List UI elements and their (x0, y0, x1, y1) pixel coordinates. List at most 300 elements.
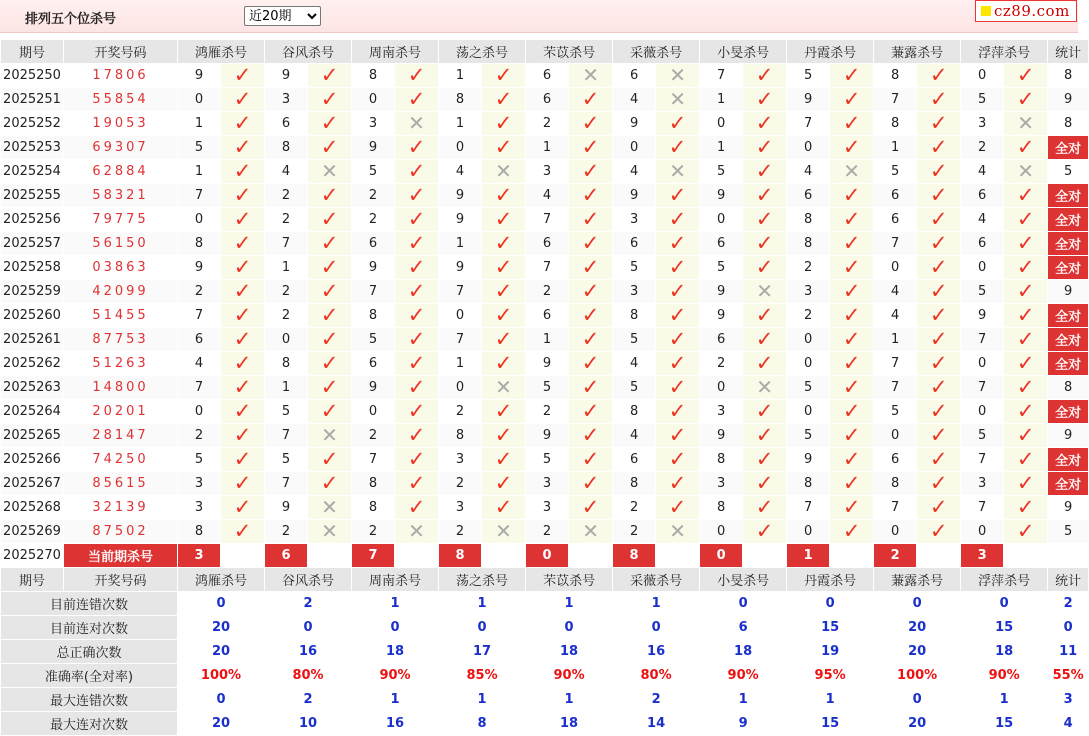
stats-value: 19 (787, 640, 874, 664)
kill-number-cell: 0 (961, 256, 1004, 280)
check-icon: ✓ (755, 447, 774, 471)
check-icon: ✓ (1016, 279, 1035, 303)
check-icon: ✓ (494, 231, 513, 255)
stats-value: 100% (178, 664, 265, 688)
result-mark-cell (221, 304, 265, 328)
result-mark-cell (1004, 520, 1048, 544)
result-mark-cell (1004, 160, 1048, 184)
kill-number-cell: 8 (787, 208, 830, 232)
result-mark-cell (743, 256, 787, 280)
check-icon: ✓ (1016, 135, 1035, 159)
kill-number-cell: 2 (526, 520, 569, 544)
result-mark-cell (743, 424, 787, 448)
kill-number-cell: 3 (787, 280, 830, 304)
cross-icon: ✕ (321, 495, 338, 519)
kill-number-cell: 7 (439, 280, 482, 304)
check-icon: ✓ (929, 135, 948, 159)
kill-number-cell: 3 (700, 400, 743, 424)
kill-number-cell: 6 (874, 208, 917, 232)
stats-label: 最大连错次数 (1, 688, 178, 712)
stats-value: 0 (1048, 616, 1089, 640)
check-icon: ✓ (494, 327, 513, 351)
col-expert-header: 浮萍杀号 (961, 568, 1048, 592)
result-mark-cell (830, 472, 874, 496)
result-mark-cell (395, 472, 439, 496)
kill-number-cell: 2 (265, 184, 308, 208)
kill-number-cell: 7 (874, 496, 917, 520)
logo-text: cz89.com (994, 2, 1070, 20)
result-mark-cell (830, 88, 874, 112)
result-mark-cell (569, 376, 613, 400)
result-mark-cell (830, 160, 874, 184)
kill-number-cell: 2 (352, 208, 395, 232)
check-icon: ✓ (407, 279, 426, 303)
site-logo[interactable] (975, 0, 1077, 22)
check-icon: ✓ (929, 87, 948, 111)
result-mark-cell (308, 424, 352, 448)
result-mark-cell (743, 472, 787, 496)
empty-cell (395, 544, 439, 568)
check-icon: ✓ (494, 351, 513, 375)
result-mark-cell (569, 352, 613, 376)
stats-value: 85% (439, 664, 526, 688)
check-icon: ✓ (494, 279, 513, 303)
check-icon: ✓ (320, 279, 339, 303)
stats-label: 目前连对次数 (1, 616, 178, 640)
result-mark-cell (569, 64, 613, 88)
result-mark-cell (482, 136, 526, 160)
stats-value: 90% (352, 664, 439, 688)
stat-cell: 9 (1048, 424, 1089, 448)
check-icon: ✓ (929, 207, 948, 231)
check-icon: ✓ (668, 447, 687, 471)
check-icon: ✓ (842, 423, 861, 447)
stats-row (1, 616, 1089, 640)
kill-number-cell: 5 (874, 400, 917, 424)
check-icon: ✓ (233, 447, 252, 471)
check-icon: ✓ (755, 135, 774, 159)
kill-number-cell: 6 (874, 448, 917, 472)
result-mark-cell (569, 256, 613, 280)
empty-cell (743, 544, 787, 568)
kill-number-cell: 1 (700, 136, 743, 160)
stats-value: 20 (874, 616, 961, 640)
col-draw-header: 开奖号码 (64, 40, 178, 64)
table-row (1, 472, 1089, 496)
current-kill-value: 3 (961, 544, 1004, 568)
stats-value: 8 (439, 712, 526, 736)
kill-number-cell: 3 (526, 160, 569, 184)
kill-number-cell: 9 (700, 280, 743, 304)
kill-number-cell: 3 (526, 472, 569, 496)
result-mark-cell (482, 256, 526, 280)
stats-value: 1 (961, 688, 1048, 712)
stats-value: 18 (352, 640, 439, 664)
kill-number-cell: 7 (874, 232, 917, 256)
kill-number-cell: 7 (526, 256, 569, 280)
kill-number-cell: 5 (787, 424, 830, 448)
result-mark-cell (830, 424, 874, 448)
stats-value: 6 (700, 616, 787, 640)
stats-value: 1 (352, 592, 439, 616)
check-icon: ✓ (407, 327, 426, 351)
result-mark-cell (482, 520, 526, 544)
result-mark-cell (221, 400, 265, 424)
empty-cell (482, 544, 526, 568)
kill-number-cell: 4 (613, 424, 656, 448)
result-mark-cell (308, 472, 352, 496)
period-select[interactable] (244, 6, 321, 26)
result-mark-cell (917, 64, 961, 88)
kill-number-cell: 3 (613, 208, 656, 232)
kill-number-cell: 6 (961, 232, 1004, 256)
result-mark-cell (308, 184, 352, 208)
check-icon: ✓ (233, 231, 252, 255)
check-icon: ✓ (842, 135, 861, 159)
stats-label: 目前连错次数 (1, 592, 178, 616)
stats-value: 1 (700, 688, 787, 712)
empty-cell (917, 544, 961, 568)
kill-number-cell: 9 (700, 304, 743, 328)
kill-number-cell: 3 (961, 472, 1004, 496)
kill-number-cell: 9 (352, 136, 395, 160)
result-mark-cell (395, 400, 439, 424)
kill-number-cell: 7 (961, 448, 1004, 472)
kill-number-cell: 9 (700, 184, 743, 208)
result-mark-cell (221, 472, 265, 496)
check-icon: ✓ (929, 519, 948, 543)
kill-number-cell: 0 (178, 208, 221, 232)
stats-value: 80% (265, 664, 352, 688)
kill-number-cell: 2 (352, 520, 395, 544)
kill-number-cell: 9 (439, 256, 482, 280)
cross-icon: ✕ (756, 279, 773, 303)
result-mark-cell (482, 112, 526, 136)
cross-icon: ✕ (408, 519, 425, 543)
stats-value: 20 (178, 640, 265, 664)
result-mark-cell (1004, 472, 1048, 496)
kill-number-cell: 5 (613, 328, 656, 352)
col-expert-header: 周南杀号 (352, 40, 439, 64)
result-mark-cell (569, 328, 613, 352)
kill-number-cell: 1 (439, 232, 482, 256)
stat-cell: 全对 (1048, 448, 1089, 472)
kill-number-cell: 5 (874, 160, 917, 184)
kill-number-cell: 8 (787, 232, 830, 256)
kill-number-cell: 2 (352, 184, 395, 208)
kill-number-cell: 5 (352, 328, 395, 352)
result-mark-cell (395, 256, 439, 280)
kill-number-cell: 3 (961, 112, 1004, 136)
check-icon: ✓ (407, 447, 426, 471)
kill-number-cell: 0 (352, 400, 395, 424)
check-icon: ✓ (494, 423, 513, 447)
col-expert-header: 芣苡杀号 (526, 568, 613, 592)
stats-value: 16 (265, 640, 352, 664)
stats-value: 95% (787, 664, 874, 688)
check-icon: ✓ (320, 255, 339, 279)
table-subheader-row (1, 568, 1089, 592)
result-mark-cell (743, 448, 787, 472)
result-mark-cell (656, 376, 700, 400)
result-mark-cell (308, 328, 352, 352)
draw-number-cell: 58321 (64, 184, 178, 208)
result-mark-cell (917, 424, 961, 448)
stat-cell: 全对 (1048, 136, 1089, 160)
result-mark-cell (1004, 304, 1048, 328)
kill-number-cell: 6 (178, 328, 221, 352)
result-mark-cell (656, 352, 700, 376)
kill-number-cell: 6 (526, 304, 569, 328)
kill-number-cell: 0 (613, 136, 656, 160)
result-mark-cell (221, 496, 265, 520)
result-mark-cell (308, 88, 352, 112)
col-issue-header: 期号 (1, 568, 64, 592)
kill-number-cell: 9 (178, 256, 221, 280)
check-icon: ✓ (233, 279, 252, 303)
kill-number-cell: 7 (352, 448, 395, 472)
check-icon: ✓ (494, 111, 513, 135)
kill-number-cell: 5 (613, 376, 656, 400)
kill-number-cell: 5 (265, 448, 308, 472)
result-mark-cell (830, 496, 874, 520)
result-mark-cell (830, 376, 874, 400)
result-mark-cell (1004, 400, 1048, 424)
result-mark-cell (395, 88, 439, 112)
check-icon: ✓ (233, 423, 252, 447)
kill-number-cell: 0 (787, 352, 830, 376)
result-mark-cell (656, 328, 700, 352)
result-mark-cell (917, 136, 961, 160)
check-icon: ✓ (494, 495, 513, 519)
stats-value: 15 (961, 616, 1048, 640)
check-icon: ✓ (407, 135, 426, 159)
kill-number-cell: 1 (178, 112, 221, 136)
result-mark-cell (743, 88, 787, 112)
check-icon: ✓ (581, 471, 600, 495)
result-mark-cell (482, 376, 526, 400)
check-icon: ✓ (407, 303, 426, 327)
cross-icon: ✕ (321, 519, 338, 543)
kill-number-cell: 2 (439, 400, 482, 424)
check-icon: ✓ (320, 135, 339, 159)
current-kill-value: 6 (265, 544, 308, 568)
check-icon: ✓ (929, 111, 948, 135)
check-icon: ✓ (407, 183, 426, 207)
draw-number-cell: 79775 (64, 208, 178, 232)
stats-row (1, 640, 1089, 664)
check-icon: ✓ (581, 447, 600, 471)
kill-number-cell: 2 (439, 520, 482, 544)
kill-number-cell: 5 (961, 88, 1004, 112)
check-icon: ✓ (407, 207, 426, 231)
current-kill-value: 8 (439, 544, 482, 568)
check-icon: ✓ (1016, 255, 1035, 279)
stat-cell: 全对 (1048, 208, 1089, 232)
check-icon: ✓ (755, 159, 774, 183)
result-mark-cell (395, 232, 439, 256)
check-icon: ✓ (494, 183, 513, 207)
kill-number-cell: 6 (613, 64, 656, 88)
check-icon: ✓ (929, 183, 948, 207)
result-mark-cell (743, 232, 787, 256)
check-icon: ✓ (1016, 303, 1035, 327)
check-icon: ✓ (407, 63, 426, 87)
stats-value: 1 (526, 592, 613, 616)
kill-number-cell: 3 (265, 88, 308, 112)
result-mark-cell (221, 280, 265, 304)
result-mark-cell (308, 112, 352, 136)
cross-icon: ✕ (1017, 159, 1035, 183)
col-expert-header: 谷风杀号 (265, 568, 352, 592)
kill-number-cell: 6 (700, 328, 743, 352)
kill-number-cell: 9 (439, 208, 482, 232)
draw-number-cell: 69307 (64, 136, 178, 160)
kill-number-cell: 8 (874, 112, 917, 136)
result-mark-cell (743, 64, 787, 88)
kill-number-cell: 5 (352, 160, 395, 184)
check-icon: ✓ (668, 279, 687, 303)
check-icon: ✓ (1016, 327, 1035, 351)
result-mark-cell (569, 112, 613, 136)
kill-number-cell: 4 (178, 352, 221, 376)
kill-number-cell: 7 (178, 376, 221, 400)
result-mark-cell (917, 472, 961, 496)
issue-cell: 2025256 (1, 208, 64, 232)
cross-icon: ✕ (669, 63, 686, 87)
draw-number-cell: 51263 (64, 352, 178, 376)
col-expert-header: 采薇杀号 (613, 40, 700, 64)
kill-number-cell: 1 (526, 328, 569, 352)
kill-number-cell: 0 (787, 400, 830, 424)
check-icon: ✓ (929, 255, 948, 279)
kill-number-cell: 0 (700, 208, 743, 232)
stat-cell: 全对 (1048, 352, 1089, 376)
result-mark-cell (917, 280, 961, 304)
kill-number-cell: 9 (961, 304, 1004, 328)
kill-number-cell: 1 (700, 88, 743, 112)
check-icon: ✓ (929, 423, 948, 447)
result-mark-cell (830, 352, 874, 376)
result-mark-cell (221, 184, 265, 208)
check-icon: ✓ (233, 111, 252, 135)
stat-cell: 全对 (1048, 184, 1089, 208)
result-mark-cell (830, 520, 874, 544)
result-mark-cell (656, 424, 700, 448)
result-mark-cell (1004, 232, 1048, 256)
kill-number-cell: 4 (439, 160, 482, 184)
col-expert-header: 周南杀号 (352, 568, 439, 592)
stats-value: 2 (265, 688, 352, 712)
check-icon: ✓ (668, 231, 687, 255)
result-mark-cell (221, 424, 265, 448)
kill-number-cell: 0 (961, 520, 1004, 544)
stats-value: 17 (439, 640, 526, 664)
stat-cell: 全对 (1048, 256, 1089, 280)
check-icon: ✓ (842, 231, 861, 255)
result-mark-cell (656, 256, 700, 280)
result-mark-cell (917, 256, 961, 280)
result-mark-cell (395, 304, 439, 328)
kill-number-cell: 5 (787, 376, 830, 400)
kill-number-cell: 4 (265, 160, 308, 184)
check-icon: ✓ (407, 495, 426, 519)
col-draw-header: 开奖号码 (64, 568, 178, 592)
top-bar (0, 0, 1078, 33)
current-issue-cell: 2025270 (1, 544, 64, 568)
current-kill-value: 8 (613, 544, 656, 568)
result-mark-cell (830, 208, 874, 232)
check-icon: ✓ (842, 111, 861, 135)
stats-value: 2 (265, 592, 352, 616)
check-icon: ✓ (929, 327, 948, 351)
kill-number-cell: 2 (787, 304, 830, 328)
kill-number-cell: 2 (265, 520, 308, 544)
check-icon: ✓ (755, 303, 774, 327)
kill-number-cell: 6 (526, 64, 569, 88)
result-mark-cell (482, 184, 526, 208)
kill-number-cell: 9 (439, 184, 482, 208)
cross-icon: ✕ (582, 519, 599, 543)
stats-value: 16 (613, 640, 700, 664)
kill-number-cell: 1 (265, 376, 308, 400)
kill-number-cell: 3 (613, 280, 656, 304)
result-mark-cell (482, 64, 526, 88)
issue-cell: 2025260 (1, 304, 64, 328)
issue-cell: 2025252 (1, 112, 64, 136)
result-mark-cell (917, 208, 961, 232)
stats-value: 90% (700, 664, 787, 688)
check-icon: ✓ (320, 471, 339, 495)
kill-number-cell: 0 (961, 352, 1004, 376)
kill-number-cell: 9 (787, 448, 830, 472)
check-icon: ✓ (668, 375, 687, 399)
check-icon: ✓ (233, 495, 252, 519)
kill-number-cell: 4 (787, 160, 830, 184)
table-header-row (1, 40, 1089, 64)
result-mark-cell (1004, 328, 1048, 352)
result-mark-cell (917, 496, 961, 520)
check-icon: ✓ (755, 87, 774, 111)
stats-value: 0 (874, 592, 961, 616)
result-mark-cell (395, 64, 439, 88)
kill-number-cell: 1 (265, 256, 308, 280)
kill-number-cell: 5 (613, 256, 656, 280)
check-icon: ✓ (755, 63, 774, 87)
cross-icon: ✕ (843, 159, 860, 183)
kill-number-cell: 7 (265, 232, 308, 256)
result-mark-cell (221, 88, 265, 112)
check-icon: ✓ (494, 303, 513, 327)
check-icon: ✓ (668, 183, 687, 207)
issue-cell: 2025269 (1, 520, 64, 544)
stats-value: 1 (787, 688, 874, 712)
check-icon: ✓ (320, 375, 339, 399)
kill-number-cell: 8 (787, 472, 830, 496)
draw-number-cell: 20201 (64, 400, 178, 424)
issue-cell: 2025250 (1, 64, 64, 88)
current-kill-value: 1 (787, 544, 830, 568)
check-icon: ✓ (581, 375, 600, 399)
kill-number-cell: 5 (700, 160, 743, 184)
result-mark-cell (1004, 64, 1048, 88)
kill-number-cell: 8 (613, 400, 656, 424)
kill-number-cell: 9 (352, 376, 395, 400)
table-row (1, 376, 1089, 400)
stat-cell: 全对 (1048, 232, 1089, 256)
stats-value: 1 (526, 688, 613, 712)
kill-number-cell: 0 (874, 424, 917, 448)
